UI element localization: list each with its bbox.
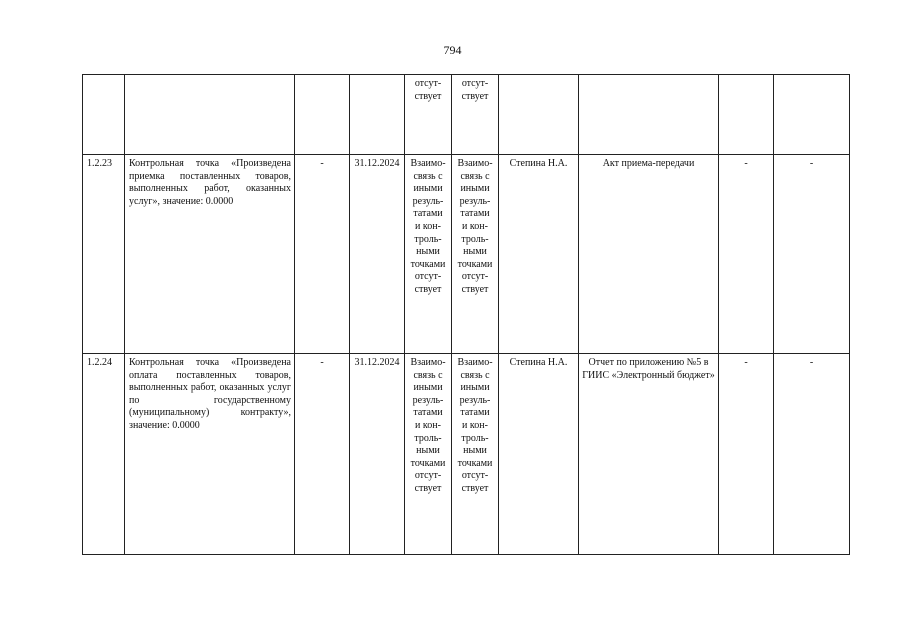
cell-info-system: - — [719, 354, 774, 555]
cell-date: 31.12.2024 — [350, 354, 405, 555]
cell-successor: отсут- ствует — [452, 75, 499, 155]
cell-predecessor: Взаимо- связь с иными резуль- татами и кон- троль- ными точками отсут- ствует — [405, 354, 452, 555]
cell-note: - — [774, 354, 850, 555]
control-points-table — [82, 74, 850, 555]
cell-description: Контрольная точка «Произведена оплата поставленных товаров, выполненных работ, оказанных услуг по государственному (муниципальному) контракту», значение: 0.0000 — [125, 354, 295, 555]
cell-note — [774, 75, 850, 155]
cell-info-system — [719, 75, 774, 155]
cell-successor: Взаимо- связь с иными резуль- татами и кон- троль- ными точками отсут- ствует — [452, 354, 499, 555]
cell-note: - — [774, 155, 850, 354]
cell-description — [125, 75, 295, 155]
cell-info-system: - — [719, 155, 774, 354]
cell-document — [579, 75, 719, 155]
cell-date — [350, 75, 405, 155]
cell-predecessor: отсут- ствует — [405, 75, 452, 155]
table-row — [83, 155, 850, 354]
page-number: 794 — [443, 43, 462, 57]
cell-predecessor: Взаимо- связь с иными резуль- татами и кон- троль- ными точками отсут- ствует — [405, 155, 452, 354]
cell-responsible: Степина Н.А. — [499, 354, 579, 555]
cell-responsible — [499, 75, 579, 155]
cell-successor: Взаимо- связь с иными резуль- татами и кон- троль- ными точками отсут- ствует — [452, 155, 499, 354]
cell-description: Контрольная точка «Произведена приемка поставленных товаров, выполненных работ, оказанных услуг», значение: 0.0000 — [125, 155, 295, 354]
cell-base-value: - — [295, 155, 350, 354]
cell-document: Отчет по приложению №5 в ГИИС «Электронный бюджет» — [579, 354, 719, 555]
cell-base-value: - — [295, 354, 350, 555]
cell-number: 1.2.24 — [83, 354, 125, 555]
table-row — [83, 75, 850, 155]
table-row — [83, 354, 850, 555]
cell-base-value — [295, 75, 350, 155]
cell-date: 31.12.2024 — [350, 155, 405, 354]
cell-number: 1.2.23 — [83, 155, 125, 354]
cell-number — [83, 75, 125, 155]
cell-document: Акт приема-передачи — [579, 155, 719, 354]
cell-responsible: Степина Н.А. — [499, 155, 579, 354]
